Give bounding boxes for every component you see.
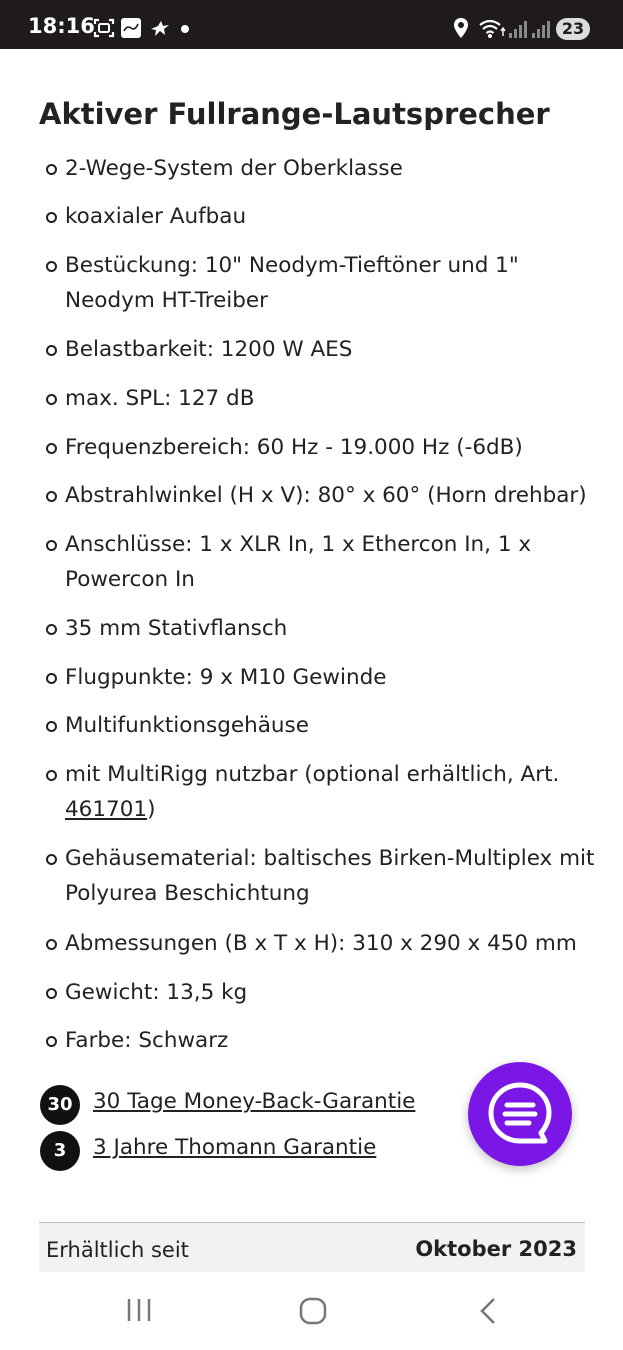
spec-text: Belastbarkeit: 1200 W AES [65,337,353,362]
article-number-link[interactable]: 461701 [65,797,148,822]
spec-item [65,660,595,695]
spec-item [65,841,595,911]
availability-value: Oktober 2023 [415,1237,577,1261]
spec-text: mit MultiRigg nutzbar (optional erhältlich, Art. [65,762,560,787]
spec-text: koaxialer Aufbau [65,204,247,229]
spec-text: Anschlüsse: 1 x XLR In, 1 x Ethercon In, 1 x Powercon In [65,532,532,592]
spec-item [65,430,595,465]
spec-item [65,926,595,961]
chat-icon [485,1079,555,1149]
app-icon [120,17,142,39]
status-time: 18:16 [28,14,95,38]
spec-text: Gewicht: 13,5 kg [65,980,248,1005]
warranty-guarantee-link[interactable]: 3 Jahre Thomann Garantie [93,1135,377,1160]
guarantee-badge: 3 [40,1131,80,1171]
spec-item [65,975,595,1010]
bullet-icon [46,491,57,502]
signal-icon [508,19,528,39]
spec-item [65,478,595,513]
availability-row [39,1223,585,1273]
screenshot-icon [92,17,116,39]
spec-text: Abstrahlwinkel (H x V): 80° x 60° (Horn drehbar) [65,483,587,508]
spec-text: Multifunktionsgehäuse [65,713,309,738]
bullet-icon [46,721,57,732]
spec-item [65,381,595,416]
bullet-icon [46,624,57,635]
guarantee-badge: 30 [40,1085,80,1125]
spec-text: max. SPL: 127 dB [65,386,255,411]
spec-item [65,332,595,367]
signal-icon-2 [531,19,551,39]
bullet-icon [46,939,57,950]
bird-icon [148,17,172,39]
bullet-icon [46,854,57,865]
spec-text: Frequenzbereich: 60 Hz - 19.000 Hz (-6dB) [65,435,523,460]
spec-text: 35 mm Stativflansch [65,616,288,641]
bullet-icon [46,164,57,175]
spec-item [65,151,595,186]
location-icon [452,17,470,39]
bullet-icon [46,1036,57,1047]
status-bar [0,0,623,49]
navigation-bar [0,1272,623,1350]
spec-item [65,527,595,597]
home-icon[interactable] [298,1296,328,1326]
bullet-icon [46,673,57,684]
section-title: Aktiver Fullrange-Lautsprecher [39,97,550,131]
spec-text: Bestückung: 10" Neodym-Tieftöner und 1" Neodym HT-Treiber [65,253,519,313]
notification-dot [181,25,189,33]
spec-item [65,1023,595,1058]
money-back-guarantee-link[interactable]: 30 Tage Money-Back-Garantie [93,1089,416,1114]
spec-text: Farbe: Schwarz [65,1028,229,1053]
spec-text-suffix: ) [147,797,156,822]
bullet-icon [46,540,57,551]
spec-item [65,757,595,827]
bullet-icon [46,443,57,454]
recent-apps-icon[interactable] [124,1296,154,1324]
bullet-icon [46,988,57,999]
bullet-icon [46,261,57,272]
spec-item [65,611,595,646]
chat-button[interactable] [468,1062,572,1166]
spec-item [65,199,595,234]
bullet-icon [46,770,57,781]
spec-text: Gehäusematerial: baltisches Birken-Multiplex mit Polyurea Beschichtung [65,846,595,906]
bullet-icon [46,212,57,223]
availability-label: Erhältlich seit [46,1238,189,1262]
spec-item [65,708,595,743]
back-icon[interactable] [476,1296,500,1326]
spec-text: Abmessungen (B x T x H): 310 x 290 x 450 mm [65,931,577,956]
wifi-icon [478,17,506,39]
bullet-icon [46,345,57,356]
spec-item [65,248,595,318]
notification-count-badge: 23 [556,18,590,40]
spec-text: Flugpunkte: 9 x M10 Gewinde [65,665,387,690]
spec-text: 2-Wege-System der Oberklasse [65,156,403,181]
bullet-icon [46,394,57,405]
